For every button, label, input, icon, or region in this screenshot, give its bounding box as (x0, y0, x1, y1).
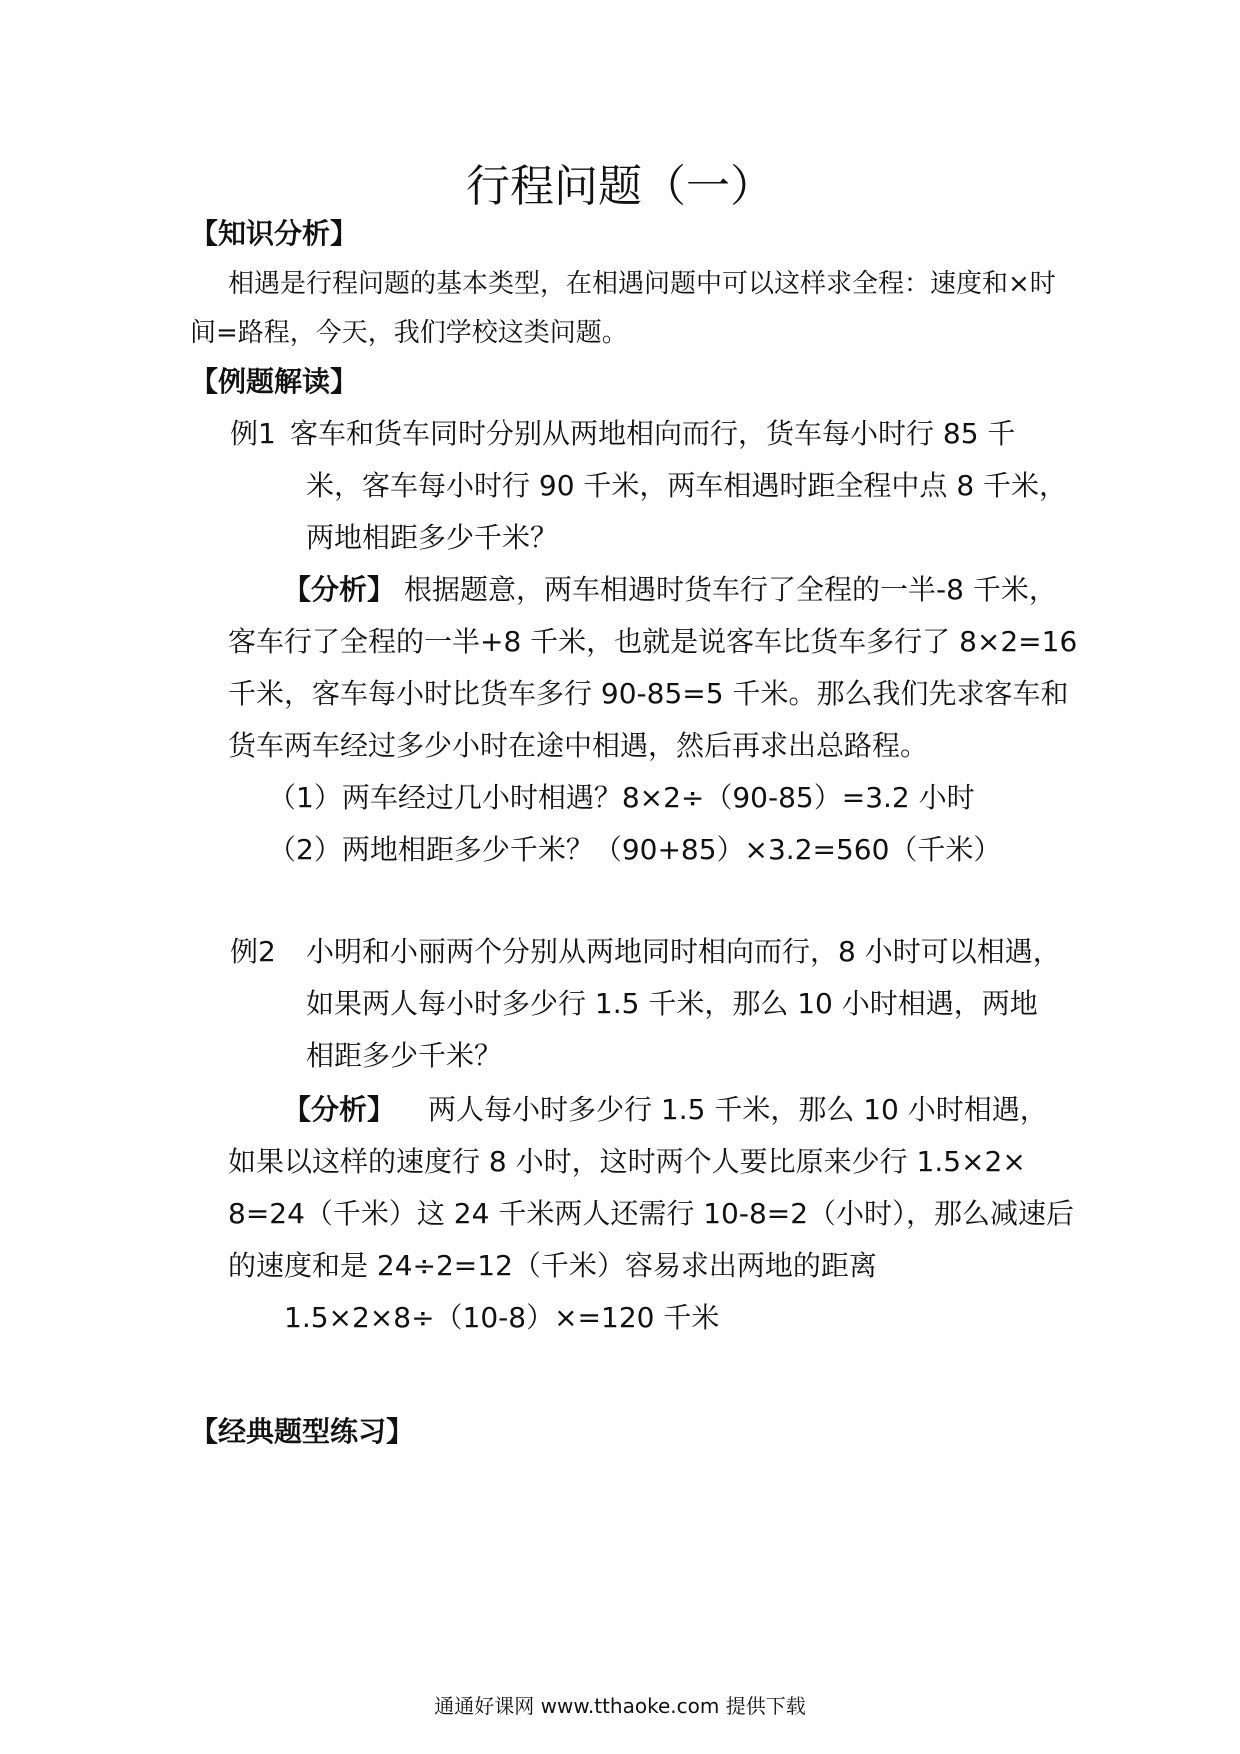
knowledge-line-1: 相遇是行程问题的基本类型，在相遇问题中可以这样求全程：速度和×时 (228, 269, 1056, 299)
section-heading-practice: 【经典题型练习】 (190, 1415, 415, 1448)
example1-analysis-line-4: 货车两车经过多少小时在途中相遇，然后再求出总路程。 (228, 729, 929, 762)
example2-question-line-3: 相距多少千米？ (306, 1039, 503, 1072)
page-title: 行程问题（一） (466, 161, 774, 212)
example2-step-1: 1.5×2×8÷（10-8）×=120 千米 (284, 1301, 720, 1334)
example1-question-line-3: 两地相距多少千米？ (306, 521, 559, 554)
example2-analysis-line-2: 如果以这样的速度行 8 小时，这时两个人要比原来少行 1.5×2× (228, 1145, 1026, 1178)
example2-question-line-1: 小明和小丽两个分别从两地同时相向而行，8 小时可以相遇， (306, 935, 1061, 968)
example2-analysis-line-3: 8=24（千米）这 24 千米两人还需行 10-8=2（小时），那么减速后 (228, 1197, 1075, 1230)
example1-step-1: （1）两车经过几小时相遇？8×2÷（90-85）=3.2 小时 (268, 781, 975, 814)
example2-analysis-line-4: 的速度和是 24÷2=12（千米）容易求出两地的距离 (228, 1249, 877, 1282)
example2-analysis-label: 【分析】 (283, 1093, 396, 1126)
example2-label: 例2 (230, 935, 276, 968)
page-footer: 通通好课网 www.tthaoke.com 提供下载 (434, 1694, 806, 1718)
example2-question-line-2: 如果两人每小时多少行 1.5 千米，那么 10 小时相遇，两地 (306, 987, 1038, 1020)
example1-question-line-2: 米，客车每小时行 90 千米，两车相遇时距全程中点 8 千米， (306, 469, 1068, 502)
example1-label: 例1 (230, 417, 276, 450)
example1-analysis-line-3: 千米，客车每小时比货车多行 90-85=5 千米。那么我们先求客车和 (228, 677, 1069, 710)
example1-step-2: （2）两地相距多少千米？（90+85）×3.2=560（千米） (268, 833, 1002, 866)
example2-analysis-line-1: 两人每小时多少行 1.5 千米，那么 10 小时相遇， (428, 1093, 1048, 1126)
section-heading-knowledge: 【知识分析】 (190, 217, 359, 250)
example1-analysis-line-2: 客车行了全程的一半+8 千米，也就是说客车比货车多行了 8×2=16 (228, 625, 1078, 658)
example1-analysis-label: 【分析】 (283, 573, 396, 606)
section-heading-examples: 【例题解读】 (190, 365, 359, 398)
knowledge-line-2: 间=路程，今天，我们学校这类问题。 (190, 318, 628, 348)
example1-analysis-line-1: 根据题意，两车相遇时货车行了全程的一半-8 千米， (404, 573, 1057, 606)
example1-question-line-1: 客车和货车同时分别从两地相向而行，货车每小时行 85 千 (290, 417, 1016, 450)
